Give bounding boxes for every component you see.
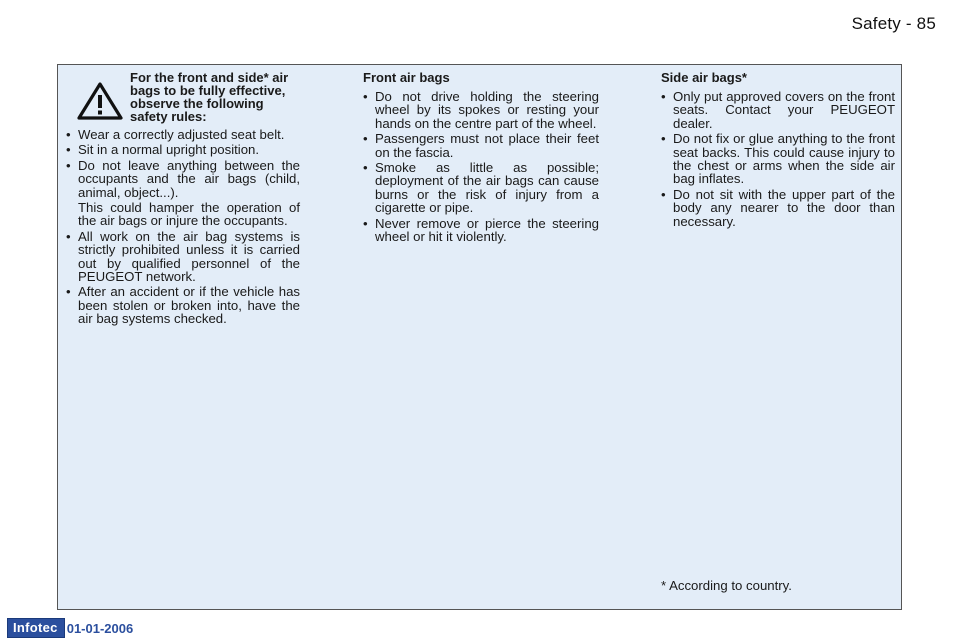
list-item [66, 143, 300, 156]
left-column [66, 71, 300, 328]
list-item: • Do not drive holding the steering wheel by its spokes or resting your hands on the centre part of the wheel. [363, 90, 599, 130]
list-item: • Passengers must not place their feet on the fascia. [363, 132, 599, 159]
list-item: • Do not fix or glue anything to the front seat backs. This could cause injury to the chest or arms when the side air bag inflates. [661, 132, 895, 186]
list-item-note: This could hamper the operation of the air bags or injure the occupants. [78, 200, 300, 229]
list-item: • Smoke as little as possible; deployment of the air bags can cause burns or the risk of injury from a cigarette or pipe. [363, 161, 599, 215]
list-item: • Never remove or pierce the steering wheel or hit it violently. [363, 217, 599, 244]
safety-rules-list [66, 128, 300, 326]
warning-block [66, 71, 300, 123]
safety-panel [57, 64, 902, 610]
front-air-bags-list [363, 90, 599, 243]
list-item [66, 128, 300, 141]
warning-title: For the front and side* air bags to be fully effective, observe the following safety rules: [130, 70, 289, 124]
list-item [66, 285, 300, 325]
middle-column [363, 71, 599, 245]
list-item-text: Sit in a normal upright position. [78, 142, 260, 158]
list-item [66, 230, 300, 284]
list-item-text: Wear a correctly adjusted seat belt. [78, 127, 285, 142]
footnote: * According to country. [661, 578, 792, 593]
warning-triangle-icon [76, 81, 124, 121]
right-column [661, 71, 895, 230]
list-item-text: All work on the air bag systems is strictly prohibited unless it is carried out by qualified personnel of the PEUGEOT network. [78, 228, 300, 285]
list-item-text: After an accident or if the vehicle has been stolen or broken into, have the air bag systems checked. [78, 284, 300, 327]
front-air-bags-title: Front air bags [363, 70, 450, 85]
footer-date: 01-01-2006 [66, 620, 134, 636]
list-item: • Do not sit with the upper part of the body any nearer to the door than necessary. [661, 188, 895, 228]
infotec-logo: Infotec [7, 618, 65, 638]
list-item [66, 159, 300, 228]
side-air-bags-list [661, 90, 895, 228]
footer [7, 618, 133, 638]
page-title: Safety - 85 [851, 14, 936, 33]
list-item: • Only put approved covers on the front seats. Contact your PEUGEOT dealer. [661, 90, 895, 130]
side-air-bags-title: Side air bags* [661, 70, 747, 85]
list-item-text: Do not leave anything between the occupants and the air bags (child, animal, object...). [78, 157, 300, 200]
